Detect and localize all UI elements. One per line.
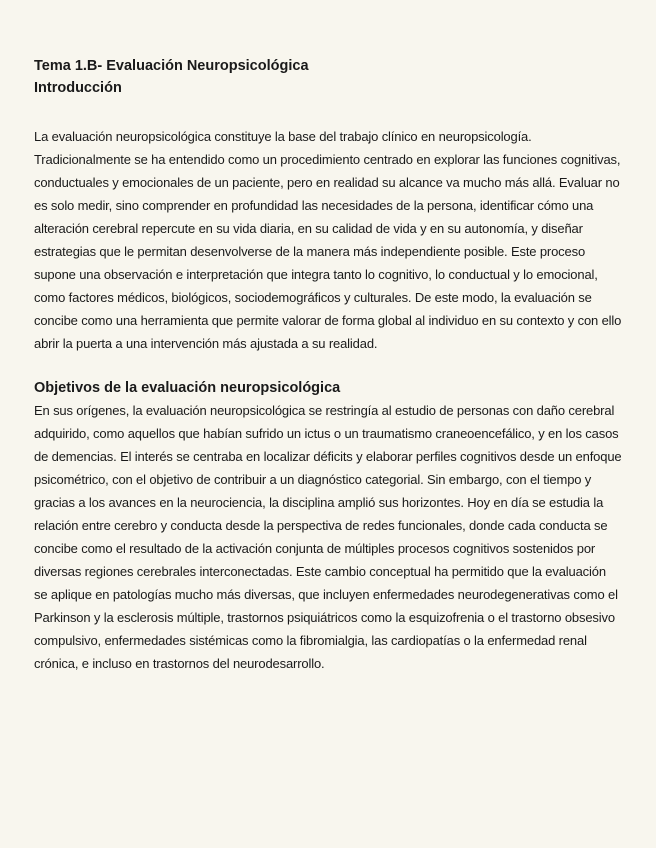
document-title: Tema 1.B- Evaluación Neuropsicológica bbox=[34, 58, 309, 74]
objectives-heading: Objetivos de la evaluación neuropsicológica bbox=[34, 380, 341, 396]
objectives-paragraph: En sus orígenes, la evaluación neuropsicológica se restringía al estudio de personas con daño cerebral adquirido, como aquellos que habían sufrido un ictus o un traumatismo craneoencefálico, y en los casos de demencias. El interés se centraba en localizar déficits y elaborar perfiles cognitivos desde un enfoque psicométrico, con el objetivo de contribuir a un diagnóstico categorial. Sin embargo, con el tiempo y gracias a los avances en la neurociencia, la disciplina amplió sus horizontes. Hoy en día se estudia la relación entre cerebro y conducta desde la perspectiva de redes funcionales, donde cada conducta se concibe como el resultado de la activación conjunta de múltiples procesos cognitivos sostenidos por diversas regiones cerebrales interconectadas. Este cambio conceptual ha permitido que la evaluación se aplique en patologías mucho más diversas, que incluyen enfermedades neurodegenerativas como el Parkinson y la esclerosis múltiple, trastornos psiquiátricos como la esquizofrenia o el trastorno obsesivo compulsivo, enfermedades sistémicas como la fibromialgia, las cardiopatías o la enfermedad renal crónica, e incluso en trastornos del neurodesarrollo. bbox=[34, 403, 622, 671]
introduction-paragraph: La evaluación neuropsicológica constituye la base del trabajo clínico en neuropsicología. Tradicionalmente se ha entendido como un procedimiento centrado en explorar las funciones cognitivas, conductuales y emocionales de un paciente, pero en realidad su alcance va mucho más allá. Evaluar no es solo medir, sino comprender en profundidad las necesidades de la persona, identificar cómo una alteración cerebral repercute en su vida diaria, en su calidad de vida y en su autonomía, y diseñar estrategias que le permitan desenvolverse de la manera más independiente posible. Este proceso supone una observación e interpretación que integra tanto lo cognitivo, lo conductual y lo emocional, como factores médicos, biológicos, sociodemográficos y culturales. De este modo, la evaluación se concibe como una herramienta que permite valorar de forma global al individuo en su contexto y con ello abrir la puerta a una intervención más ajustada a su realidad. bbox=[34, 129, 622, 351]
introduction-heading: Introducción bbox=[34, 80, 122, 96]
